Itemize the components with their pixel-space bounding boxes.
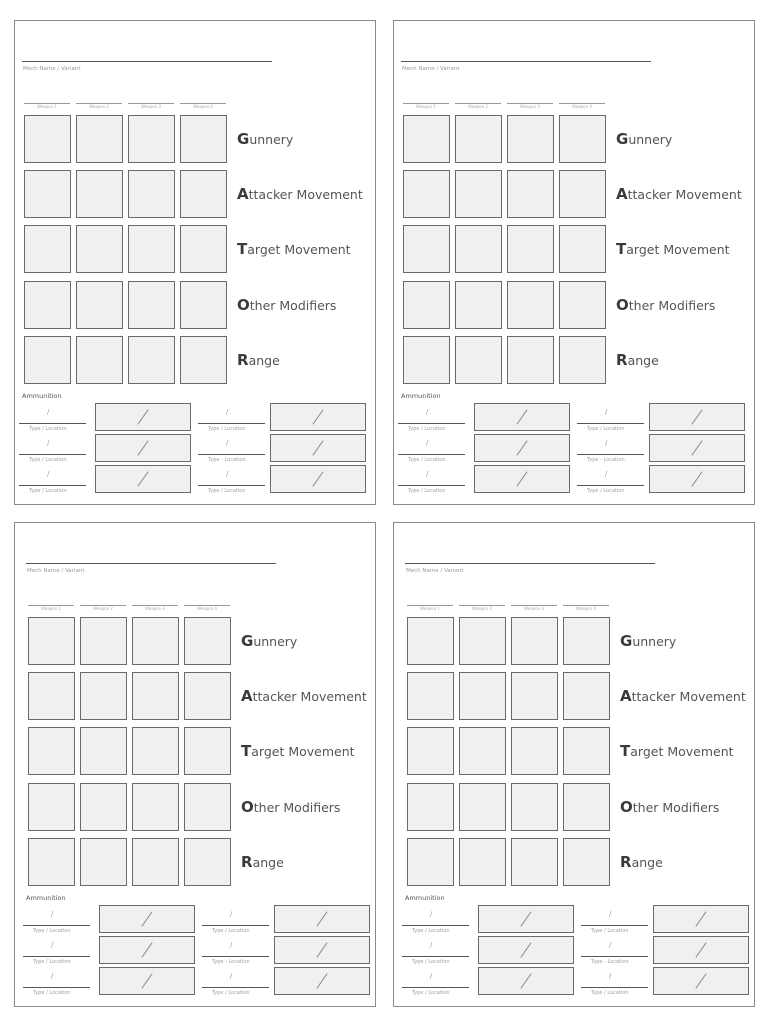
- ammo-type-field[interactable]: [581, 956, 648, 957]
- weapon-label: Weapon 4: [180, 103, 226, 112]
- ammo-type-field[interactable]: [577, 423, 644, 424]
- ammo-type-caption: Type / Location: [591, 928, 629, 934]
- modifier-box[interactable]: [559, 225, 606, 273]
- diagonal-divider: [691, 471, 702, 486]
- ammo-slot-slash: /: [47, 408, 50, 416]
- row-initial: G: [237, 130, 250, 148]
- modifier-box[interactable]: [184, 727, 231, 775]
- ammo-slot-slash: /: [609, 910, 612, 918]
- ammo-type-field[interactable]: [202, 956, 269, 957]
- row-label-text: unnery: [249, 132, 294, 147]
- modifier-box[interactable]: [132, 672, 179, 720]
- ammo-count-box[interactable]: [270, 434, 366, 462]
- ammo-count-box[interactable]: [270, 403, 366, 431]
- modifier-box[interactable]: [459, 838, 506, 886]
- ammo-type-caption: Type - Location: [212, 959, 250, 965]
- row-initial: O: [237, 296, 250, 314]
- ammo-slot-slash: /: [609, 972, 612, 980]
- diagonal-divider: [312, 409, 323, 424]
- modifier-box[interactable]: [455, 170, 502, 218]
- ammunition-title: Ammunition: [401, 392, 441, 400]
- ammo-type-field[interactable]: [398, 485, 465, 486]
- row-label-ange: [616, 352, 659, 369]
- modifier-box[interactable]: [455, 115, 502, 163]
- row-label-text: ther Modifiers: [632, 800, 720, 815]
- ammo-type-caption: Type / Location: [208, 488, 246, 494]
- row-label-arget-movement: [237, 241, 351, 258]
- weapon-label: Weapon 1: [403, 103, 449, 112]
- mech-name-label: Mech Name / Variant: [23, 66, 81, 72]
- modifier-box[interactable]: [132, 727, 179, 775]
- ammunition-title: Ammunition: [26, 894, 66, 902]
- row-initial: R: [241, 853, 253, 871]
- row-label-ange: [237, 352, 280, 369]
- modifier-box[interactable]: [28, 783, 75, 831]
- row-label-unnery: [241, 633, 297, 650]
- row-label-text: ttacker Movement: [248, 187, 363, 202]
- row-label-ther-modifiers: [616, 297, 715, 314]
- diagonal-divider: [695, 973, 706, 988]
- modifier-box[interactable]: [403, 225, 450, 273]
- modifier-box[interactable]: [76, 115, 123, 163]
- card-top-right: [393, 20, 755, 505]
- diagonal-divider: [312, 471, 323, 486]
- ammo-type-caption: Type / Location: [29, 426, 67, 432]
- modifier-box[interactable]: [76, 170, 123, 218]
- ammo-count-box[interactable]: [478, 967, 574, 995]
- row-label-text: ttacker Movement: [627, 187, 742, 202]
- ammo-slot-slash: /: [426, 439, 429, 447]
- row-label-ther-modifiers: [237, 297, 336, 314]
- weapon-label: Weapon 3: [128, 103, 174, 112]
- modifier-box[interactable]: [459, 672, 506, 720]
- modifier-box[interactable]: [455, 225, 502, 273]
- modifier-box[interactable]: [128, 115, 175, 163]
- diagonal-divider: [520, 973, 531, 988]
- diagonal-divider: [316, 911, 327, 926]
- row-label-text: ttacker Movement: [631, 689, 746, 704]
- ammo-type-caption: Type / Location: [212, 990, 250, 996]
- ammo-slot-slash: /: [51, 941, 54, 949]
- modifier-box[interactable]: [407, 617, 454, 665]
- row-label-ttacker-movement: [237, 186, 363, 203]
- ammo-type-field[interactable]: [198, 485, 265, 486]
- weapon-label: Weapon 2: [76, 103, 122, 112]
- diagonal-divider: [520, 942, 531, 957]
- ammo-type-caption: Type / Location: [208, 426, 246, 432]
- ammo-type-field[interactable]: [581, 925, 648, 926]
- diagonal-divider: [516, 440, 527, 455]
- row-initial: T: [241, 742, 252, 760]
- row-initial: O: [620, 798, 633, 816]
- ammo-type-caption: Type / Location: [587, 426, 625, 432]
- mech-name-field[interactable]: [401, 61, 651, 62]
- row-label-ttacker-movement: [616, 186, 742, 203]
- ammo-type-caption: Type / Location: [29, 457, 67, 463]
- modifier-box[interactable]: [403, 170, 450, 218]
- ammo-type-caption: Type / Location: [412, 990, 450, 996]
- ammo-type-caption: Type - Location: [591, 959, 629, 965]
- modifier-box[interactable]: [76, 336, 123, 384]
- ammo-count-box[interactable]: [653, 936, 749, 964]
- modifier-box[interactable]: [455, 281, 502, 329]
- row-label-text: ange: [631, 855, 663, 870]
- ammo-count-box[interactable]: [474, 465, 570, 493]
- ammo-slot-slash: /: [230, 910, 233, 918]
- row-initial: R: [620, 853, 632, 871]
- modifier-box[interactable]: [511, 727, 558, 775]
- ammo-slot-slash: /: [226, 439, 229, 447]
- modifier-box[interactable]: [128, 336, 175, 384]
- row-label-unnery: [616, 131, 672, 148]
- ammo-type-field[interactable]: [19, 485, 86, 486]
- modifier-box[interactable]: [563, 838, 610, 886]
- ammo-type-field[interactable]: [198, 423, 265, 424]
- row-label-text: arget Movement: [251, 744, 355, 759]
- diagonal-divider: [691, 409, 702, 424]
- ammo-type-caption: Type / Location: [408, 488, 446, 494]
- row-label-text: ther Modifiers: [628, 298, 716, 313]
- ammo-type-field[interactable]: [202, 987, 269, 988]
- modifier-box[interactable]: [407, 672, 454, 720]
- row-label-unnery: [620, 633, 676, 650]
- mech-name-label: Mech Name / Variant: [406, 568, 464, 574]
- ammo-count-box[interactable]: [270, 465, 366, 493]
- ammo-count-box[interactable]: [274, 967, 370, 995]
- modifier-box[interactable]: [407, 727, 454, 775]
- modifier-box[interactable]: [80, 838, 127, 886]
- row-label-ange: [620, 854, 663, 871]
- diagonal-divider: [695, 911, 706, 926]
- modifier-box[interactable]: [80, 783, 127, 831]
- modifier-box[interactable]: [184, 617, 231, 665]
- modifier-box[interactable]: [407, 838, 454, 886]
- modifier-box[interactable]: [24, 281, 71, 329]
- ammo-slot-slash: /: [226, 470, 229, 478]
- ammo-count-box[interactable]: [274, 905, 370, 933]
- modifier-box[interactable]: [28, 672, 75, 720]
- ammo-count-box[interactable]: [99, 905, 195, 933]
- ammo-count-box[interactable]: [99, 936, 195, 964]
- weapon-label: Weapon 2: [455, 103, 501, 112]
- modifier-box[interactable]: [76, 225, 123, 273]
- modifier-box[interactable]: [128, 225, 175, 273]
- ammo-count-box[interactable]: [649, 403, 745, 431]
- modifier-box[interactable]: [24, 115, 71, 163]
- ammo-slot-slash: /: [51, 910, 54, 918]
- row-label-ther-modifiers: [620, 799, 719, 816]
- row-label-text: ther Modifiers: [249, 298, 337, 313]
- mech-name-label: Mech Name / Variant: [402, 66, 460, 72]
- ammo-type-caption: Type / Location: [408, 426, 446, 432]
- row-initial: A: [237, 185, 249, 203]
- mech-name-field[interactable]: [405, 563, 655, 564]
- ammo-type-field[interactable]: [23, 987, 90, 988]
- ammo-type-caption: Type / Location: [33, 959, 71, 965]
- ammo-count-box[interactable]: [649, 434, 745, 462]
- row-initial: O: [241, 798, 254, 816]
- row-label-arget-movement: [241, 743, 355, 760]
- ammo-slot-slash: /: [430, 972, 433, 980]
- modifier-box[interactable]: [76, 281, 123, 329]
- ammo-count-box[interactable]: [95, 434, 191, 462]
- row-label-text: arget Movement: [630, 744, 734, 759]
- row-initial: T: [620, 742, 631, 760]
- ammo-slot-slash: /: [605, 470, 608, 478]
- weapon-label: Weapon 2: [459, 605, 505, 614]
- modifier-box[interactable]: [180, 170, 227, 218]
- weapon-label: Weapon 3: [511, 605, 557, 614]
- weapon-label: Weapon 4: [563, 605, 609, 614]
- modifier-box[interactable]: [511, 783, 558, 831]
- ammo-slot-slash: /: [230, 972, 233, 980]
- diagonal-divider: [520, 911, 531, 926]
- modifier-box[interactable]: [184, 838, 231, 886]
- mech-name-field[interactable]: [22, 61, 272, 62]
- diagonal-divider: [141, 942, 152, 957]
- modifier-box[interactable]: [24, 336, 71, 384]
- diagonal-divider: [137, 471, 148, 486]
- ammo-slot-slash: /: [47, 439, 50, 447]
- row-initial: T: [237, 240, 248, 258]
- modifier-box[interactable]: [459, 727, 506, 775]
- diagonal-divider: [316, 942, 327, 957]
- ammo-slot-slash: /: [226, 408, 229, 416]
- row-label-text: arget Movement: [626, 242, 730, 257]
- mech-name-label: Mech Name / Variant: [27, 568, 85, 574]
- row-label-ttacker-movement: [241, 688, 367, 705]
- row-initial: R: [616, 351, 628, 369]
- ammo-slot-slash: /: [609, 941, 612, 949]
- row-label-ange: [241, 854, 284, 871]
- ammo-type-field[interactable]: [398, 454, 465, 455]
- diagonal-divider: [141, 973, 152, 988]
- modifier-box[interactable]: [24, 170, 71, 218]
- ammo-type-field[interactable]: [198, 454, 265, 455]
- row-label-text: arget Movement: [247, 242, 351, 257]
- modifier-box[interactable]: [80, 617, 127, 665]
- ammo-count-box[interactable]: [649, 465, 745, 493]
- ammo-type-field[interactable]: [23, 925, 90, 926]
- ammo-type-caption: Type / Location: [29, 488, 67, 494]
- weapon-label: Weapon 3: [507, 103, 553, 112]
- row-initial: G: [620, 632, 633, 650]
- modifier-box[interactable]: [563, 783, 610, 831]
- row-label-text: unnery: [253, 634, 298, 649]
- row-initial: G: [241, 632, 254, 650]
- diagonal-divider: [312, 440, 323, 455]
- modifier-box[interactable]: [128, 170, 175, 218]
- row-label-ttacker-movement: [620, 688, 746, 705]
- ammo-type-field[interactable]: [202, 925, 269, 926]
- weapon-label: Weapon 3: [132, 605, 178, 614]
- ammo-type-field[interactable]: [581, 987, 648, 988]
- weapon-label: Weapon 2: [80, 605, 126, 614]
- row-label-arget-movement: [620, 743, 734, 760]
- row-initial: A: [620, 687, 632, 705]
- modifier-box[interactable]: [507, 170, 554, 218]
- ammo-type-field[interactable]: [398, 423, 465, 424]
- row-label-unnery: [237, 131, 293, 148]
- ammo-count-box[interactable]: [95, 465, 191, 493]
- ammo-type-field[interactable]: [23, 956, 90, 957]
- modifier-box[interactable]: [563, 672, 610, 720]
- modifier-box[interactable]: [28, 617, 75, 665]
- ammo-count-box[interactable]: [99, 967, 195, 995]
- weapon-label: Weapon 1: [28, 605, 74, 614]
- ammo-slot-slash: /: [605, 408, 608, 416]
- modifier-box[interactable]: [559, 115, 606, 163]
- weapon-label: Weapon 1: [407, 605, 453, 614]
- weapon-label: Weapon 4: [559, 103, 605, 112]
- modifier-box[interactable]: [559, 170, 606, 218]
- ammunition-title: Ammunition: [22, 392, 62, 400]
- ammo-count-box[interactable]: [653, 967, 749, 995]
- diagonal-divider: [137, 409, 148, 424]
- modifier-box[interactable]: [128, 281, 175, 329]
- ammo-type-field[interactable]: [402, 987, 469, 988]
- ammo-slot-slash: /: [47, 470, 50, 478]
- ammo-count-box[interactable]: [95, 403, 191, 431]
- row-label-arget-movement: [616, 241, 730, 258]
- row-initial: A: [616, 185, 628, 203]
- row-label-text: ange: [627, 353, 659, 368]
- ammo-slot-slash: /: [430, 941, 433, 949]
- weapon-label: Weapon 1: [24, 103, 70, 112]
- ammo-count-box[interactable]: [653, 905, 749, 933]
- ammo-type-caption: Type / Location: [591, 990, 629, 996]
- ammo-type-caption: Type / Location: [587, 488, 625, 494]
- modifier-box[interactable]: [184, 783, 231, 831]
- ammo-slot-slash: /: [605, 439, 608, 447]
- ammo-type-caption: Type - Location: [587, 457, 625, 463]
- ammo-type-caption: Type / Location: [33, 928, 71, 934]
- modifier-box[interactable]: [80, 727, 127, 775]
- row-initial: O: [616, 296, 629, 314]
- diagonal-divider: [516, 409, 527, 424]
- modifier-box[interactable]: [180, 225, 227, 273]
- modifier-box[interactable]: [507, 225, 554, 273]
- diagonal-divider: [695, 942, 706, 957]
- mech-name-field[interactable]: [26, 563, 276, 564]
- modifier-box[interactable]: [559, 281, 606, 329]
- ammo-type-field[interactable]: [402, 956, 469, 957]
- modifier-box[interactable]: [80, 672, 127, 720]
- modifier-box[interactable]: [563, 727, 610, 775]
- modifier-box[interactable]: [184, 672, 231, 720]
- modifier-box[interactable]: [28, 727, 75, 775]
- modifier-box[interactable]: [459, 783, 506, 831]
- ammo-count-box[interactable]: [474, 434, 570, 462]
- row-initial: A: [241, 687, 253, 705]
- ammo-count-box[interactable]: [274, 936, 370, 964]
- ammo-slot-slash: /: [430, 910, 433, 918]
- modifier-box[interactable]: [407, 783, 454, 831]
- ammo-type-caption: Type - Location: [208, 457, 246, 463]
- row-initial: R: [237, 351, 249, 369]
- modifier-box[interactable]: [132, 838, 179, 886]
- modifier-box[interactable]: [511, 838, 558, 886]
- ammo-type-field[interactable]: [19, 454, 86, 455]
- ammo-count-box[interactable]: [474, 403, 570, 431]
- ammo-type-caption: Type / Location: [212, 928, 250, 934]
- modifier-box[interactable]: [180, 281, 227, 329]
- row-initial: T: [616, 240, 627, 258]
- row-label-text: unnery: [632, 634, 677, 649]
- ammo-type-caption: Type / Location: [33, 990, 71, 996]
- diagonal-divider: [516, 471, 527, 486]
- modifier-box[interactable]: [511, 617, 558, 665]
- modifier-box[interactable]: [459, 617, 506, 665]
- ammo-count-box[interactable]: [478, 905, 574, 933]
- modifier-box[interactable]: [403, 281, 450, 329]
- modifier-box[interactable]: [403, 336, 450, 384]
- ammo-type-field[interactable]: [577, 454, 644, 455]
- diagonal-divider: [137, 440, 148, 455]
- row-label-ther-modifiers: [241, 799, 340, 816]
- row-label-text: unnery: [628, 132, 673, 147]
- ammo-type-caption: Type / Location: [408, 457, 446, 463]
- modifier-box[interactable]: [559, 336, 606, 384]
- row-initial: G: [616, 130, 629, 148]
- modifier-box[interactable]: [507, 115, 554, 163]
- modifier-box[interactable]: [24, 225, 71, 273]
- diagonal-divider: [141, 911, 152, 926]
- modifier-box[interactable]: [180, 115, 227, 163]
- diagonal-divider: [691, 440, 702, 455]
- modifier-box[interactable]: [132, 617, 179, 665]
- card-top-left: [14, 20, 376, 505]
- diagonal-divider: [316, 973, 327, 988]
- row-label-text: ange: [248, 353, 280, 368]
- ammo-slot-slash: /: [51, 972, 54, 980]
- row-label-text: ther Modifiers: [253, 800, 341, 815]
- modifier-box[interactable]: [180, 336, 227, 384]
- modifier-box[interactable]: [28, 838, 75, 886]
- modifier-box[interactable]: [132, 783, 179, 831]
- modifier-box[interactable]: [455, 336, 502, 384]
- ammo-type-caption: Type / Location: [412, 928, 450, 934]
- modifier-box[interactable]: [563, 617, 610, 665]
- modifier-box[interactable]: [507, 281, 554, 329]
- row-label-text: ange: [252, 855, 284, 870]
- ammo-type-caption: Type / Location: [412, 959, 450, 965]
- card-bottom-left: [14, 522, 376, 1007]
- card-bottom-right: [393, 522, 755, 1007]
- row-label-text: ttacker Movement: [252, 689, 367, 704]
- modifier-box[interactable]: [507, 336, 554, 384]
- ammo-slot-slash: /: [426, 470, 429, 478]
- ammo-type-field[interactable]: [402, 925, 469, 926]
- ammunition-title: Ammunition: [405, 894, 445, 902]
- ammo-count-box[interactable]: [478, 936, 574, 964]
- modifier-box[interactable]: [511, 672, 558, 720]
- modifier-box[interactable]: [403, 115, 450, 163]
- ammo-type-field[interactable]: [19, 423, 86, 424]
- ammo-slot-slash: /: [230, 941, 233, 949]
- ammo-type-field[interactable]: [577, 485, 644, 486]
- weapon-label: Weapon 4: [184, 605, 230, 614]
- ammo-slot-slash: /: [426, 408, 429, 416]
